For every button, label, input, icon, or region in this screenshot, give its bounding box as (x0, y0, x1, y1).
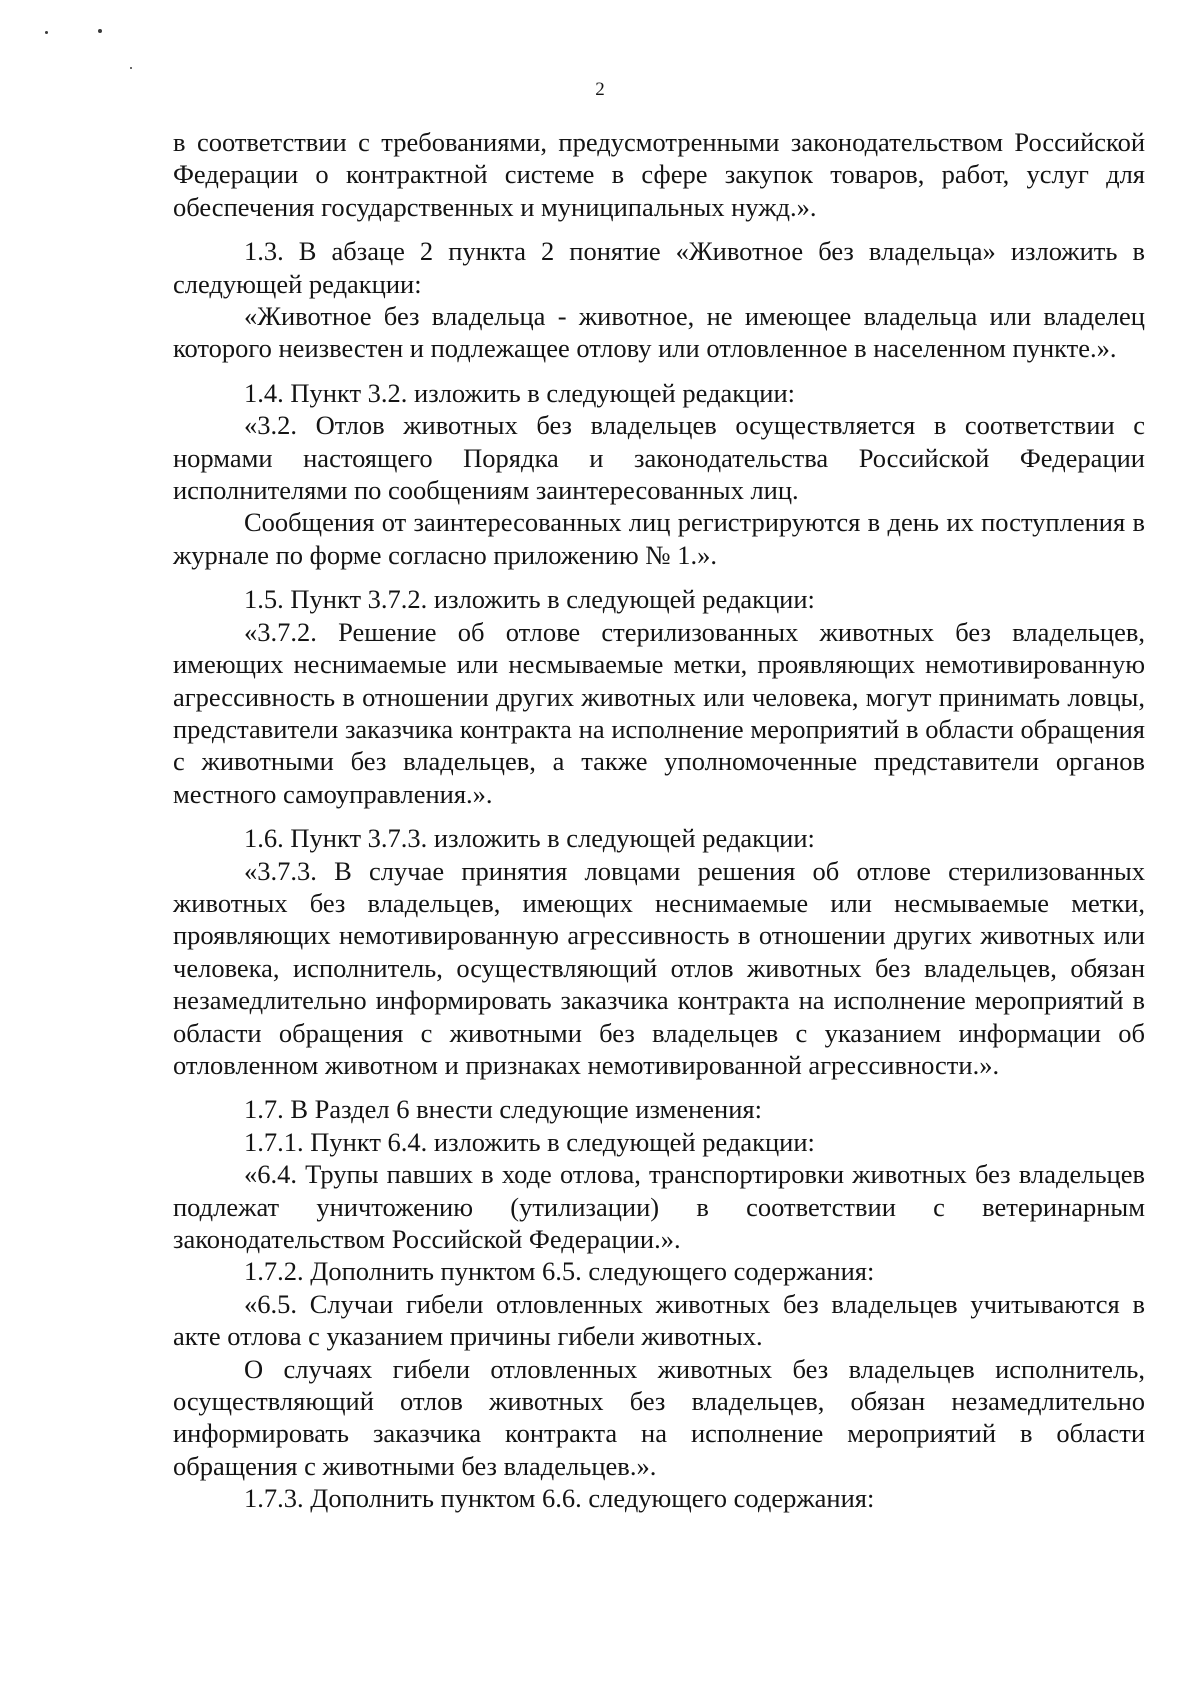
document-paragraph: 1.3. В абзаце 2 пункта 2 понятие «Животное без владельца» изложить в следующей редакции: (173, 236, 1145, 299)
document-paragraph: О случаях гибели отловленных животных без владельцев исполнитель, осуществляющий отлов животных без владельцев, обязан незамедлительно информировать заказчика контракта на исполнение мероприятий в области обращения с животными без владельцев.». (173, 1353, 1145, 1481)
document-paragraph: «6.5. Случаи гибели отловленных животных без владельцев учитываются в акте отлова с указанием причины гибели животных. (173, 1288, 1145, 1352)
document-body (173, 126, 1145, 1515)
document-paragraph: в соответствии с требованиями, предусмотренными законодательством Российской Федерации о контрактной системе в сфере закупок товаров, работ, услуг для обеспечения государственных и муниципальных нужд.». (173, 127, 1145, 222)
document-paragraph: Сообщения от заинтересованных лиц регистрируются в день их поступления в журнале по форме согласно приложению № 1.». (173, 507, 1145, 570)
document-paragraph: 1.7.3. Дополнить пунктом 6.6. следующего содержания: (244, 1483, 875, 1514)
document-paragraph: «Животное без владельца - животное, не имеющее владельца или владелец которого неизвестен и подлежащее отлову или отловленное в населенном пункте.». (173, 301, 1145, 364)
document-paragraph: «6.4. Трупы павших в ходе отлова, транспортировки животных без владельцев подлежат уничтожению (утилизации) в соответствии с ветеринарным законодательством Российской Федерации.». (173, 1159, 1145, 1254)
document-paragraph: 1.6. Пункт 3.7.3. изложить в следующей редакции: (244, 823, 815, 854)
document-paragraph: «3.7.2. Решение об отлове стерилизованных животных без владельцев, имеющих неснимаемые или несмываемые метки, проявляющих немотивированную агрессивность в отношении других животных или человека, могут принимать ловцы, представители заказчика контракта на исполнение мероприятий в области обращения с животными без владельцев, а также уполномоченные представители органов местного самоуправления.». (173, 616, 1145, 809)
scan-speck (98, 29, 102, 33)
document-paragraph: «3.7.3. В случае принятия ловцами решения об отлове стерилизованных животных без владельцев, имеющих неснимаемые или несмываемые метки, проявляющих немотивированную агрессивность в отношении других животных или человека, исполнитель, осуществляющий отлов животных без владельцев, обязан незамедлительно информировать заказчика контракта на исполнение мероприятий в области обращения с животными без владельцев с указанием информации об отловленном животном и признаках немотивированной агрессивности.». (173, 855, 1145, 1080)
document-paragraph: 1.5. Пункт 3.7.2. изложить в следующей редакции: (244, 584, 815, 615)
page-number: 2 (595, 79, 605, 100)
document-paragraph: 1.7.2. Дополнить пунктом 6.5. следующего содержания: (244, 1256, 875, 1287)
document-paragraph: 1.7.1. Пункт 6.4. изложить в следующей редакции: (244, 1126, 815, 1157)
document-paragraph: 1.7. В Раздел 6 внести следующие изменения: (244, 1094, 762, 1125)
document-paragraph: «3.2. Отлов животных без владельцев осуществляется в соответствии с нормами настоящего Порядка и законодательства Российской Федерации исполнителями по сообщениям заинтересованных лиц. (173, 410, 1145, 506)
scan-speck (45, 31, 48, 34)
scan-speck (130, 67, 132, 69)
document-paragraph: 1.4. Пункт 3.2. изложить в следующей редакции: (244, 377, 796, 408)
